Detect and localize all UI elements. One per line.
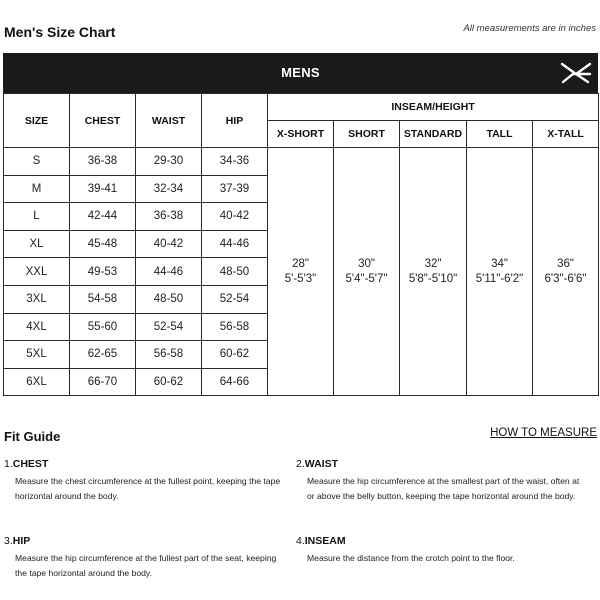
size-cell: XXL xyxy=(4,258,70,286)
chest-cell: 45-48 xyxy=(70,230,136,258)
guide-item-chest xyxy=(4,458,289,504)
guide-item-number: 3. xyxy=(4,535,13,547)
unit-note: All measurements are in inches xyxy=(463,23,596,34)
brand-logo-icon xyxy=(560,61,592,85)
col-header-hip: HIP xyxy=(202,94,268,148)
inseam-x-short-cell xyxy=(268,148,334,396)
hip-cell: 52-54 xyxy=(202,285,268,313)
hip-cell: 60-62 xyxy=(202,341,268,369)
hip-cell: 56-58 xyxy=(202,313,268,341)
size-cell: 6XL xyxy=(4,368,70,396)
guide-item-name: WAIST xyxy=(304,458,339,470)
size-cell: S xyxy=(4,148,70,176)
inseam-tall-cell xyxy=(467,148,533,396)
col-header-tall: TALL xyxy=(467,121,533,148)
chest-cell: 62-65 xyxy=(70,341,136,369)
waist-cell: 40-42 xyxy=(136,230,202,258)
col-header-size: SIZE xyxy=(4,94,70,148)
guide-item-hip xyxy=(4,535,289,581)
chest-cell: 39-41 xyxy=(70,175,136,203)
guide-item-inseam xyxy=(296,535,581,566)
guide-item-text: Measure the distance from the crotch point to the floor. xyxy=(307,553,515,563)
chest-cell: 55-60 xyxy=(70,313,136,341)
chart-banner xyxy=(3,53,598,93)
guide-item-name: INSEAM xyxy=(304,535,346,547)
size-cell: 4XL xyxy=(4,313,70,341)
waist-cell: 32-34 xyxy=(136,175,202,203)
chest-cell: 54-58 xyxy=(70,285,136,313)
inseam-value: 32" xyxy=(424,257,442,270)
height-range: 6'3"-6'6" xyxy=(544,272,587,285)
waist-cell: 36-38 xyxy=(136,203,202,231)
inseam-standard-cell xyxy=(400,148,467,396)
chest-cell: 36-38 xyxy=(70,148,136,176)
height-range: 5'8"-5'10" xyxy=(408,272,458,285)
inseam-value: 28" xyxy=(292,257,309,270)
size-cell: XL xyxy=(4,230,70,258)
guide-item-number: 4. xyxy=(296,535,305,547)
col-header-x-tall: X-TALL xyxy=(533,121,599,148)
col-header-chest: CHEST xyxy=(70,94,136,148)
waist-cell: 44-46 xyxy=(136,258,202,286)
col-header-inseam-height: INSEAM/HEIGHT xyxy=(268,94,599,121)
inseam-value: 34" xyxy=(491,257,508,270)
hip-cell: 34-36 xyxy=(202,148,268,176)
size-chart xyxy=(3,53,598,409)
inseam-value: 30" xyxy=(358,257,375,270)
col-header-standard: STANDARD xyxy=(400,121,467,148)
size-cell: 3XL xyxy=(4,285,70,313)
waist-cell: 48-50 xyxy=(136,285,202,313)
height-range: 5'11"-6'2" xyxy=(475,272,524,285)
guide-item-text: Measure the hip circumference at the smallest part of the waist, often at or above the belly button, keeping the tape horizontal around the body. xyxy=(307,476,580,501)
hip-cell: 37-39 xyxy=(202,175,268,203)
hip-cell: 44-46 xyxy=(202,230,268,258)
guide-item-name: CHEST xyxy=(12,458,49,470)
hip-cell: 64-66 xyxy=(202,368,268,396)
page-header xyxy=(0,20,600,44)
guide-item-text: Measure the hip circumference at the fullest part of the seat, keeping the tape horizontal around the body. xyxy=(15,553,277,578)
hip-cell: 40-42 xyxy=(202,203,268,231)
waist-cell: 56-58 xyxy=(136,341,202,369)
size-cell: L xyxy=(4,203,70,231)
waist-cell: 60-62 xyxy=(136,368,202,396)
chest-cell: 42-44 xyxy=(70,203,136,231)
chest-cell: 66-70 xyxy=(70,368,136,396)
col-header-waist: WAIST xyxy=(136,94,202,148)
inseam-value: 36" xyxy=(557,257,574,270)
col-header-x-short: X-SHORT xyxy=(268,121,334,148)
size-cell: M xyxy=(4,175,70,203)
page-title: Men's Size Chart xyxy=(4,24,116,40)
waist-cell: 52-54 xyxy=(136,313,202,341)
size-table xyxy=(3,93,599,396)
height-range: 5'4"-5'7" xyxy=(345,272,388,285)
waist-cell: 29-30 xyxy=(136,148,202,176)
col-header-short: SHORT xyxy=(334,121,400,148)
guide-item-name: HIP xyxy=(12,535,31,547)
guide-item-text: Measure the chest circumference at the fullest point, keeping the tape horizontal around the body. xyxy=(15,476,281,501)
fit-guide-title: Fit Guide xyxy=(4,429,61,444)
guide-item-waist xyxy=(296,458,581,504)
guide-item-number: 2. xyxy=(296,458,305,470)
table-row xyxy=(4,148,599,176)
how-to-measure-link[interactable]: HOW TO MEASURE xyxy=(490,427,597,439)
height-range: 5'-5'3" xyxy=(284,272,317,285)
banner-title: MENS xyxy=(281,65,320,80)
hip-cell: 48-50 xyxy=(202,258,268,286)
inseam-x-tall-cell xyxy=(533,148,599,396)
chest-cell: 49-53 xyxy=(70,258,136,286)
guide-item-number: 1. xyxy=(4,458,13,470)
inseam-short-cell xyxy=(334,148,400,396)
size-cell: 5XL xyxy=(4,341,70,369)
